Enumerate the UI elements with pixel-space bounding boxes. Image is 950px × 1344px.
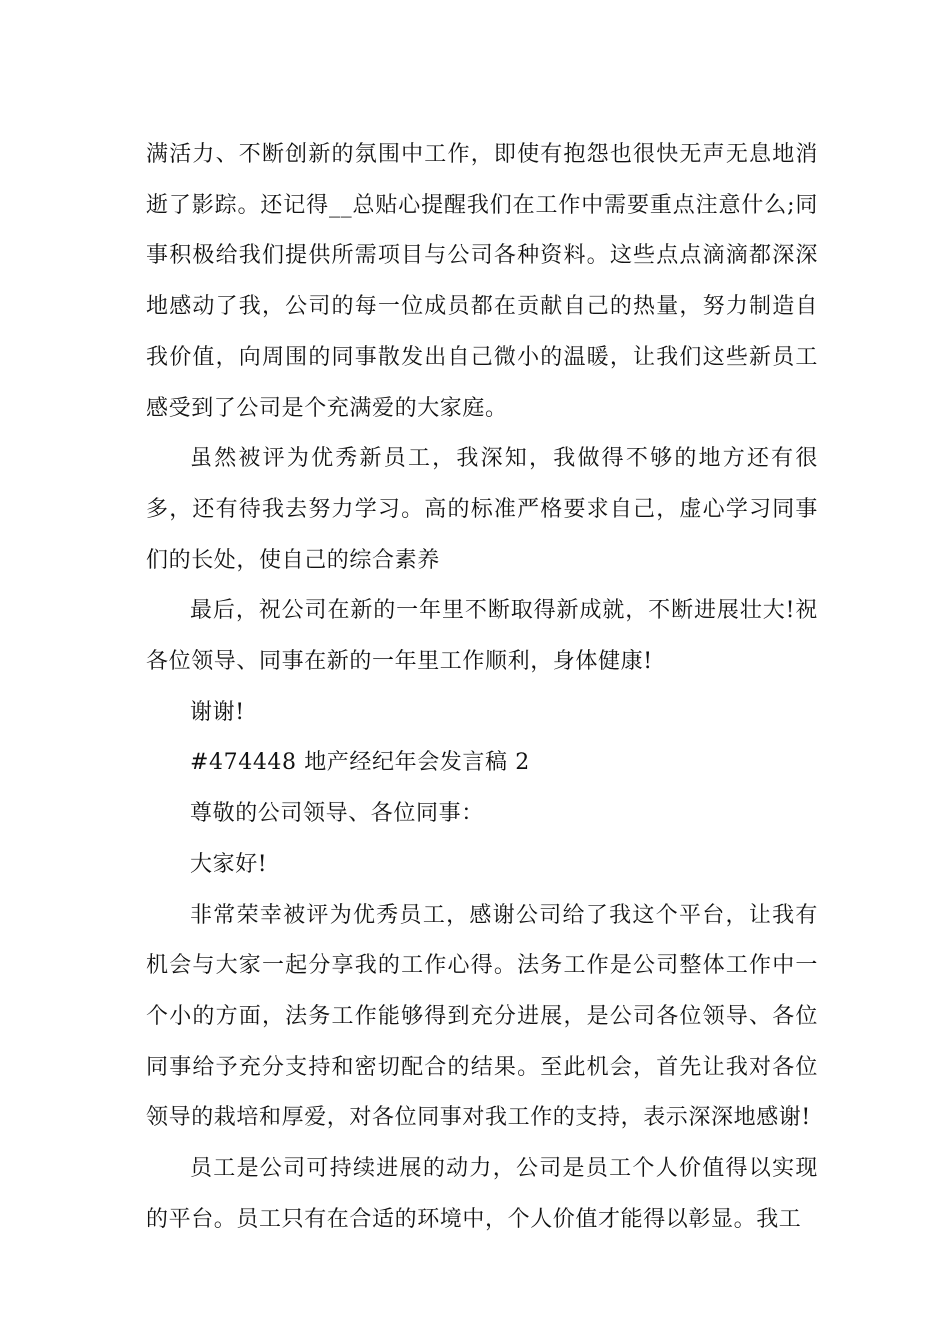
paragraph-honor: 非常荣幸被评为优秀员工，感谢公司给了我这个平台，让我有机会与大家一起分享我的工作心得。法务工作是公司整体工作中一个小的方面，法务工作能够得到充分进展，是公司各位领导、各位同事给予充分支持和密切配合的结果。至此机会，首先让我对各位领导的栽培和厚爱，对各位同事对我工作的支持，表示深深地感谢! xyxy=(146,902,818,1131)
paragraph-thanks: 谢谢! xyxy=(190,699,245,725)
paragraph-employee-value: 员工是公司可持续进展的动力，公司是员工个人价值得以实现的平台。员工只有在合适的环境中，个人价值才能得以彰显。我工 xyxy=(146,1156,818,1232)
salutation: 尊敬的公司领导、各位同事： xyxy=(190,801,484,827)
section-heading: #474448 地产经纪年会发言稿 2 xyxy=(190,750,530,776)
document-body xyxy=(146,130,818,1245)
paragraph-closing-wishes: 最后，祝公司在新的一年里不断取得新成就，不断进展壮大!祝各位领导、同事在新的一年里工作顺利，身体健康! xyxy=(146,598,818,675)
greeting: 大家好! xyxy=(190,851,268,877)
paragraph-continuation: 满活力、不断创新的氛围中工作，即使有抱怨也很快无声无息地消逝了影踪。还记得__总贴心提醒我们在工作中需要重点注意什么;同事积极给我们提供所需项目与公司各种资料。这些点点滴滴都深深地感动了我，公司的每一位成员都在贡献自己的热量，努力制造自我价值，向周围的同事散发出自己微小的温暖，让我们这些新员工感受到了公司是个充满爱的大家庭。 xyxy=(146,142,818,421)
paragraph-self-improvement: 虽然被评为优秀新员工，我深知，我做得不够的地方还有很多，还有待我去努力学习。高的标准严格要求自己，虚心学习同事们的长处，使自己的综合素养 xyxy=(146,446,818,573)
